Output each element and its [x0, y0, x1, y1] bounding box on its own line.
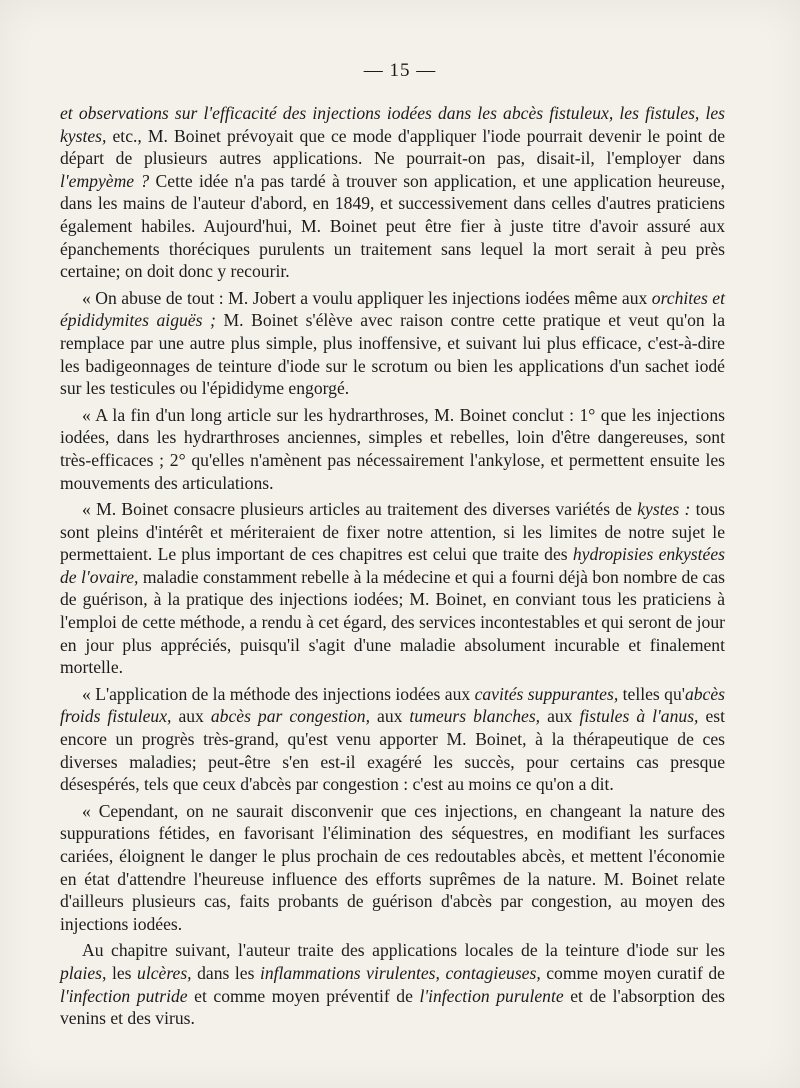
- italic-run: l'infection purulente: [419, 985, 564, 1006]
- body-text: [60, 102, 725, 1034]
- text-run: est encore un progrès très-grand, qu'est venu apporter M. Boinet, à la thérapeutique de ces diverses maladies; peut-être s'en est-il exagéré les succès, pour certains cas presque désespérés, tels que ceux d'abcès par congestion : c'est au moins ce qu'on a dit.: [60, 706, 725, 795]
- italic-run: orchites et épididymites aiguës ;: [60, 287, 726, 331]
- italic-run: inflammations virulentes, contagieuses,: [259, 962, 541, 983]
- text-run: « L'application de la méthode des injections iodées aux: [82, 683, 475, 704]
- text-run: « On abuse de tout : M. Jobert a voulu appliquer les injections iodées même aux: [82, 287, 652, 308]
- page-number: — 15 —: [363, 60, 437, 81]
- text-run: aux: [370, 706, 410, 727]
- text-run: et comme moyen préventif de: [187, 985, 420, 1006]
- text-run: « A la fin d'un long article sur les hydrarthroses, M. Boinet conclut : 1° que les injections iodées, dans les hydrarthroses anciennes, simples et rebelles, loin d'être dangereuses, sont très-efficaces ; 2° qu'elles n'amènent pas nécessairement l'ankylose, et permettent ensuite les mouvements des articulations.: [60, 404, 725, 493]
- italic-run: l'infection putride: [60, 985, 188, 1006]
- text-run: comme moyen curatif de: [540, 962, 725, 983]
- text-run: et de l'absorption des venins et des virus.: [60, 985, 725, 1029]
- text-run: Au chapitre suivant, l'auteur traite des applications locales de la teinture d'iode sur les: [82, 940, 725, 961]
- paragraph: [60, 498, 725, 679]
- italic-run: kystes :: [637, 499, 691, 520]
- italic-run: et observations sur l'efficacité des injections iodées dans les abcès fistuleux, les fistules, les kystes,: [60, 103, 725, 146]
- text-run: tous sont pleins d'intérêt et mériteraient de fixer notre attention, si les limites de notre sujet le permettaient. Le plus important de ces chapitres est celui que traite des: [60, 499, 725, 565]
- italic-run: tumeurs blanches,: [409, 706, 541, 727]
- paragraph: [60, 800, 725, 936]
- paragraph: [60, 287, 725, 400]
- text-run: dans les: [191, 962, 260, 983]
- text-run: les: [106, 962, 138, 983]
- text-run: M. Boinet s'élève avec raison contre cette pratique et veut qu'on la remplace par une autre plus simple, plus inoffensive, et suivant lui plus efficace, c'est-à-dire les badigeonnages de teinture d'iode sur le scrotum ou bien les applications d'un sachet iodé sur les testicules ou l'épididyme engorgé.: [60, 310, 726, 399]
- paragraph: [60, 102, 725, 283]
- paragraph: [60, 404, 725, 494]
- text-run: etc., M. Boinet prévoyait que ce mode d'appliquer l'iode pourrait devenir le point de départ de plusieurs autres applications. Ne pourrait-on pas, disait-il, l'employer dans: [60, 125, 725, 169]
- italic-run: fistules à l'anus,: [579, 706, 699, 727]
- text-run: telles qu': [618, 683, 685, 704]
- italic-run: abcès par congestion,: [210, 706, 370, 727]
- italic-run: plaies,: [60, 962, 107, 983]
- paragraph: [60, 683, 725, 796]
- italic-run: hydropisies enkystées de l'ovaire,: [60, 544, 725, 587]
- text-run: maladie constamment rebelle à la médecine et qui a fourni déjà bon nombre de cas de guérison, à la pratique des injections iodées; M. Boinet, en conviant tous les praticiens à l'emploi de cette méthode, a rendu à cet égard, des services incontestables et qui seront de jour en jour plus appréciés, puisqu'il s'agit d'une maladie absolument incurable et finalement mortelle.: [60, 566, 725, 678]
- italic-run: cavités suppurantes,: [474, 683, 619, 704]
- text-run: aux: [171, 706, 211, 727]
- italic-run: l'empyème ?: [60, 170, 150, 191]
- text-run: « M. Boinet consacre plusieurs articles au traitement des diverses variétés de: [82, 499, 638, 520]
- paragraph: [60, 939, 725, 1029]
- text-run: Cette idée n'a pas tardé à trouver son application, et une application heureuse, dans les mains de l'auteur d'abord, en 1849, et successivement dans celles d'autres praticiens également habiles. Aujourd'hui, M. Boinet peut être fier à juste titre d'avoir assuré aux épanchements thoréciques purulents un traitement sans lequel la mort serait à peu près certaine; on doit donc y recourir.: [60, 170, 725, 282]
- text-run: « Cependant, on ne saurait disconvenir que ces injections, en changeant la nature des suppurations fétides, en favorisant l'élimination des séquestres, en modifiant les surfaces cariées, éloignent le danger le plus prochain de ces redoutables abcès, et mettent l'économie en état d'attendre l'heureuse influence des efforts suprêmes de la nature. M. Boinet relate d'ailleurs plusieurs cas, faits probants de guérison d'abcès par congestion, au moyen des injections iodées.: [60, 800, 725, 934]
- text-run: aux: [540, 706, 580, 727]
- italic-run: abcès froids fistuleux,: [60, 683, 725, 727]
- italic-run: ulcères,: [137, 962, 192, 983]
